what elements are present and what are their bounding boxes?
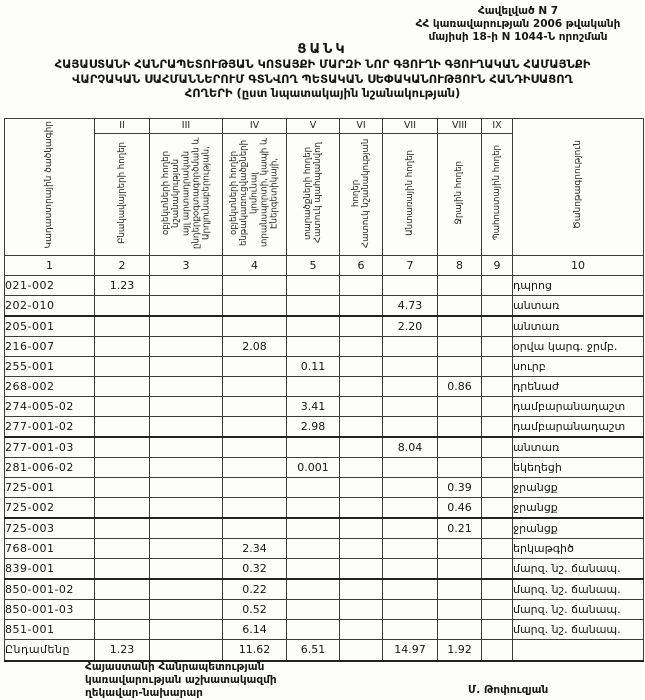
area-value-col-9 — [482, 559, 513, 580]
area-value-col-4 — [223, 397, 287, 417]
table-row — [5, 316, 644, 337]
area-value-col-7 — [383, 600, 438, 620]
note-cell: երկաթգիծ — [513, 539, 644, 559]
roman-numeral: II — [95, 119, 150, 134]
area-value-col-3 — [150, 316, 223, 337]
table-row — [5, 579, 644, 600]
title-block — [0, 43, 645, 100]
area-value-col-2 — [95, 559, 150, 580]
area-value-col-8 — [438, 316, 482, 337]
cadastral-code: 850-001-02 — [5, 579, 95, 600]
area-value-col-6 — [340, 296, 383, 317]
area-value-col-9 — [482, 397, 513, 417]
area-value-col-6 — [340, 478, 383, 498]
area-value-col-2 — [95, 600, 150, 620]
area-value-col-4: 0.52 — [223, 600, 287, 620]
area-value-col-5: 3.41 — [287, 397, 340, 417]
area-value-col-3 — [150, 337, 223, 357]
area-value-col-5 — [287, 559, 340, 580]
roman-numeral: VII — [383, 119, 438, 134]
area-value-col-6 — [340, 458, 383, 478]
note-header-label: Ծանոթագրություն — [572, 139, 583, 229]
area-value-col-6 — [340, 276, 383, 296]
area-value-col-9 — [482, 518, 513, 539]
area-value-col-6 — [340, 417, 383, 438]
area-value-col-3 — [150, 397, 223, 417]
column-number: 2 — [95, 256, 150, 276]
area-value-col-8: 0.39 — [438, 478, 482, 498]
area-value-col-6 — [340, 316, 383, 337]
area-value-col-5 — [287, 620, 340, 640]
cadastral-code: 850-001-03 — [5, 600, 95, 620]
column-number: 3 — [150, 256, 223, 276]
area-value-col-8 — [438, 296, 482, 317]
area-value-col-4: 2.08 — [223, 337, 287, 357]
table-row — [5, 357, 644, 377]
table-row — [5, 276, 644, 296]
area-value-col-3 — [150, 437, 223, 458]
area-value-col-4 — [223, 417, 287, 438]
cadastral-code: 268-002 — [5, 377, 95, 397]
table-row — [5, 337, 644, 357]
note-cell: դպրոց — [513, 276, 644, 296]
area-value-col-7: 8.04 — [383, 437, 438, 458]
column-header-infrastructure-lands: Էներգետիկայի, տրանսպորտի, կապի և կոմունալ ենթակառուցվածքների օբյեկտների հողեր — [223, 134, 287, 256]
area-value-col-3 — [150, 478, 223, 498]
area-value-col-7 — [383, 620, 438, 640]
area-value-col-7 — [383, 518, 438, 539]
corner-header-cell — [5, 119, 95, 256]
signatory-line: ղեկավար-նախարար — [85, 687, 203, 700]
table-row — [5, 397, 644, 417]
area-value-col-6 — [340, 357, 383, 377]
note-cell: անտառ — [513, 296, 644, 317]
area-value-col-9 — [482, 458, 513, 478]
column-header-reserve-lands: Պահուստային հողեր — [482, 134, 513, 256]
signatory-line: կառավարության աշխատակազմի — [85, 674, 277, 687]
area-value-col-3 — [150, 518, 223, 539]
note-cell: դրենաժ — [513, 377, 644, 397]
table-row — [5, 478, 644, 498]
note-cell: մարզ. նշ. ճանապ. — [513, 559, 644, 580]
area-value-col-4 — [223, 437, 287, 458]
column-number: 4 — [223, 256, 287, 276]
cadastral-code: 281-006-02 — [5, 458, 95, 478]
roman-numeral-row — [5, 119, 644, 134]
note-cell: մարզ. նշ. ճանապ. — [513, 600, 644, 620]
area-value-col-4: 6.14 — [223, 620, 287, 640]
area-value-col-7 — [383, 276, 438, 296]
area-value-col-7 — [383, 337, 438, 357]
table-row — [5, 620, 644, 640]
title-line-3: ՀՈՂԵՐԻ (ըստ նպատակային նշանակության) — [184, 86, 461, 101]
area-value-col-7 — [383, 377, 438, 397]
total-value-col-3 — [150, 640, 223, 662]
area-value-col-6 — [340, 498, 383, 519]
roman-numeral: VI — [340, 119, 383, 134]
area-value-col-2 — [95, 458, 150, 478]
area-value-col-9 — [482, 296, 513, 317]
area-value-col-3 — [150, 539, 223, 559]
column-number: 10 — [513, 256, 644, 276]
total-label: Ընդամենը — [5, 640, 95, 662]
page-title: ՑԱՆԿ — [297, 42, 348, 57]
area-value-col-7 — [383, 579, 438, 600]
corner-header-label: Կադաստրային ծածկագիր — [44, 120, 55, 249]
area-value-col-3 — [150, 377, 223, 397]
area-value-col-7 — [383, 498, 438, 519]
area-value-col-4 — [223, 276, 287, 296]
area-value-col-9 — [482, 620, 513, 640]
column-header-forest-lands: Անտառային հողեր — [383, 134, 438, 256]
cadastral-code: 216-007 — [5, 337, 95, 357]
area-value-col-9 — [482, 357, 513, 377]
area-value-col-9 — [482, 498, 513, 519]
title-line-1: ՀԱՅԱՍՏԱՆԻ ՀԱՆՐԱՊԵՏՈՒԹՅԱՆ ԿՈՏԱՅՔԻ ՄԱՐԶԻ ՆՈՐ ԳՅՈՒՂԻ ԳՅՈՒՂԱԿԱՆ ՀԱՄԱՅՆՔԻ — [54, 57, 591, 72]
cadastral-code: 021-002 — [5, 276, 95, 296]
appendix-line: ՀՀ կառավարության 2006 թվականի — [415, 18, 621, 31]
area-value-col-9 — [482, 579, 513, 600]
table-row — [5, 559, 644, 580]
roman-numeral: V — [287, 119, 340, 134]
area-value-col-4 — [223, 316, 287, 337]
cadastral-code: 768-001 — [5, 539, 95, 559]
area-value-col-9 — [482, 539, 513, 559]
area-value-col-6 — [340, 579, 383, 600]
total-row — [5, 640, 644, 662]
note-cell: ջրանցք — [513, 518, 644, 539]
area-value-col-4 — [223, 458, 287, 478]
column-number: 8 — [438, 256, 482, 276]
area-value-col-5 — [287, 276, 340, 296]
title-line-2: ՎԱՐՉԱԿԱՆ ՍԱՀՄԱՆՆԵՐՈՒՄ ԳՏՆՎՈՂ ՊԵՏԱԿԱՆ ՍԵՓԱԿԱՆՈՒԹՅՈՒՆ ՀԱՆԴԻՍԱՑՈՂ — [72, 71, 573, 86]
area-value-col-2 — [95, 296, 150, 317]
area-value-col-2 — [95, 316, 150, 337]
area-value-col-7: 4.73 — [383, 296, 438, 317]
cadastral-code: 839-001 — [5, 559, 95, 580]
signature-name: Մ. Թոփուզյան — [468, 684, 549, 696]
area-value-col-4 — [223, 518, 287, 539]
area-value-col-4 — [223, 296, 287, 317]
area-value-col-2 — [95, 437, 150, 458]
table-row — [5, 518, 644, 539]
area-value-col-2 — [95, 357, 150, 377]
table-row — [5, 458, 644, 478]
area-value-col-2 — [95, 478, 150, 498]
area-value-col-7 — [383, 357, 438, 377]
total-note-cell — [513, 640, 644, 662]
area-value-col-3 — [150, 417, 223, 438]
total-value-col-6 — [340, 640, 383, 662]
total-value-col-9 — [482, 640, 513, 662]
area-value-col-2 — [95, 579, 150, 600]
note-header-cell — [513, 119, 644, 256]
area-value-col-6 — [340, 539, 383, 559]
table-row — [5, 417, 644, 438]
area-value-col-2 — [95, 620, 150, 640]
area-value-col-4: 0.22 — [223, 579, 287, 600]
area-value-col-4 — [223, 377, 287, 397]
area-value-col-3 — [150, 620, 223, 640]
note-cell: անտառ — [513, 316, 644, 337]
area-value-col-8: 0.86 — [438, 377, 482, 397]
area-value-col-5 — [287, 518, 340, 539]
area-value-col-9 — [482, 437, 513, 458]
column-header-settlement-lands: Բնակավայրերի հողեր — [95, 134, 150, 256]
note-cell: օրվա կարգ. ջրմբ. — [513, 337, 644, 357]
area-value-col-2: 1.23 — [95, 276, 150, 296]
area-value-col-3 — [150, 458, 223, 478]
area-value-col-6 — [340, 518, 383, 539]
area-value-col-9 — [482, 316, 513, 337]
cadastral-code: 851-001 — [5, 620, 95, 640]
roman-numeral: III — [150, 119, 223, 134]
roman-numeral: VIII — [438, 119, 482, 134]
column-header-special-purpose-lands: Հատուկ նշանակության հողեր — [340, 134, 383, 256]
area-value-col-6 — [340, 620, 383, 640]
roman-numeral: IV — [223, 119, 287, 134]
area-value-col-3 — [150, 579, 223, 600]
area-value-col-8 — [438, 620, 482, 640]
area-value-col-8 — [438, 417, 482, 438]
area-value-col-9 — [482, 276, 513, 296]
appendix-line: Հավելված N 7 — [477, 5, 559, 17]
area-value-col-9 — [482, 417, 513, 438]
note-cell: մարզ. նշ. ճանապ. — [513, 579, 644, 600]
area-value-col-8 — [438, 276, 482, 296]
area-value-col-9 — [482, 377, 513, 397]
area-value-col-7 — [383, 559, 438, 580]
area-value-col-7 — [383, 417, 438, 438]
column-number: 9 — [482, 256, 513, 276]
cadastral-code: 274-005-02 — [5, 397, 95, 417]
area-value-col-8 — [438, 397, 482, 417]
area-value-col-5 — [287, 316, 340, 337]
area-value-col-8 — [438, 559, 482, 580]
area-value-col-5 — [287, 296, 340, 317]
total-value-col-2: 1.23 — [95, 640, 150, 662]
area-value-col-6 — [340, 337, 383, 357]
area-value-col-7: 2.20 — [383, 316, 438, 337]
table-row — [5, 600, 644, 620]
table-row — [5, 437, 644, 458]
area-value-col-8 — [438, 458, 482, 478]
area-value-col-9 — [482, 478, 513, 498]
column-number: 7 — [383, 256, 438, 276]
area-value-col-5 — [287, 579, 340, 600]
area-value-col-8 — [438, 539, 482, 559]
appendix-reference — [398, 5, 638, 44]
area-value-col-5: 0.11 — [287, 357, 340, 377]
cadastral-code: 725-003 — [5, 518, 95, 539]
area-value-col-7 — [383, 458, 438, 478]
cadastral-code: 725-001 — [5, 478, 95, 498]
area-value-col-8: 0.46 — [438, 498, 482, 519]
column-header-industrial-lands: Արդյունաբերության, ընդերքօգտագործման և այլ արտադրական նշանակության օբյեկտների հողեր — [150, 134, 223, 256]
area-value-col-5 — [287, 337, 340, 357]
cadastral-code: 277-001-03 — [5, 437, 95, 458]
column-number: 5 — [287, 256, 340, 276]
signatory-block — [85, 661, 277, 700]
area-value-col-6 — [340, 397, 383, 417]
note-cell: անտառ — [513, 437, 644, 458]
area-value-col-3 — [150, 559, 223, 580]
area-value-col-5: 2.98 — [287, 417, 340, 438]
cadastral-code: 202-010 — [5, 296, 95, 317]
note-cell: եկեղեցի — [513, 458, 644, 478]
area-value-col-5 — [287, 600, 340, 620]
table-row — [5, 539, 644, 559]
area-value-col-6 — [340, 437, 383, 458]
appendix-line: մայիսի 18-ի N 1044-Ն որոշման — [428, 31, 608, 44]
area-value-col-8 — [438, 357, 482, 377]
area-value-col-5 — [287, 478, 340, 498]
note-cell: դամբարանադաշտ — [513, 417, 644, 438]
note-cell: սուրբ — [513, 357, 644, 377]
column-header-protected-lands: Հատուկ պահպանվող տարածքների հողեր — [287, 134, 340, 256]
area-value-col-7 — [383, 397, 438, 417]
area-value-col-5 — [287, 498, 340, 519]
table-row — [5, 377, 644, 397]
area-value-col-5: 0.001 — [287, 458, 340, 478]
area-value-col-7 — [383, 539, 438, 559]
area-value-col-4 — [223, 498, 287, 519]
area-value-col-6 — [340, 600, 383, 620]
area-value-col-9 — [482, 337, 513, 357]
area-value-col-8 — [438, 579, 482, 600]
area-value-col-8 — [438, 600, 482, 620]
area-value-col-8: 0.21 — [438, 518, 482, 539]
area-value-col-2 — [95, 518, 150, 539]
area-value-col-2 — [95, 417, 150, 438]
area-value-col-3 — [150, 600, 223, 620]
area-value-col-5 — [287, 437, 340, 458]
area-value-col-5 — [287, 377, 340, 397]
cadastral-code: 205-001 — [5, 316, 95, 337]
area-value-col-4 — [223, 478, 287, 498]
area-value-col-4: 2.34 — [223, 539, 287, 559]
note-cell: դամբարանադաշտ — [513, 397, 644, 417]
area-value-col-7 — [383, 478, 438, 498]
area-value-col-6 — [340, 377, 383, 397]
note-cell: ջրանցք — [513, 478, 644, 498]
total-value-col-5: 6.51 — [287, 640, 340, 662]
land-table — [4, 118, 644, 662]
table-row — [5, 498, 644, 519]
area-value-col-9 — [482, 600, 513, 620]
cadastral-code: 277-001-02 — [5, 417, 95, 438]
cadastral-code: 255-001 — [5, 357, 95, 377]
area-value-col-8 — [438, 437, 482, 458]
area-value-col-3 — [150, 498, 223, 519]
column-header-water-lands: Ջրային հողեր — [438, 134, 482, 256]
area-value-col-4 — [223, 357, 287, 377]
area-value-col-2 — [95, 539, 150, 559]
area-value-col-8 — [438, 337, 482, 357]
area-value-col-3 — [150, 276, 223, 296]
column-number: 6 — [340, 256, 383, 276]
roman-numeral: IX — [482, 119, 513, 134]
area-value-col-2 — [95, 377, 150, 397]
table-body — [5, 276, 644, 662]
cadastral-code: 725-002 — [5, 498, 95, 519]
total-value-col-7: 14.97 — [383, 640, 438, 662]
area-value-col-6 — [340, 559, 383, 580]
total-value-col-8: 1.92 — [438, 640, 482, 662]
total-value-col-4: 11.62 — [223, 640, 287, 662]
area-value-col-5 — [287, 539, 340, 559]
area-value-col-2 — [95, 498, 150, 519]
note-cell: ջրանցք — [513, 498, 644, 519]
area-value-col-3 — [150, 357, 223, 377]
area-value-col-3 — [150, 296, 223, 317]
area-value-col-2 — [95, 337, 150, 357]
area-value-col-4: 0.32 — [223, 559, 287, 580]
table-row — [5, 296, 644, 317]
area-value-col-2 — [95, 397, 150, 417]
note-cell: մարզ. նշ. ճանապ. — [513, 620, 644, 640]
column-number: 1 — [5, 256, 95, 276]
column-number-row — [5, 256, 644, 276]
signatory-line: Հայաստանի Հանրապետության — [85, 661, 265, 673]
